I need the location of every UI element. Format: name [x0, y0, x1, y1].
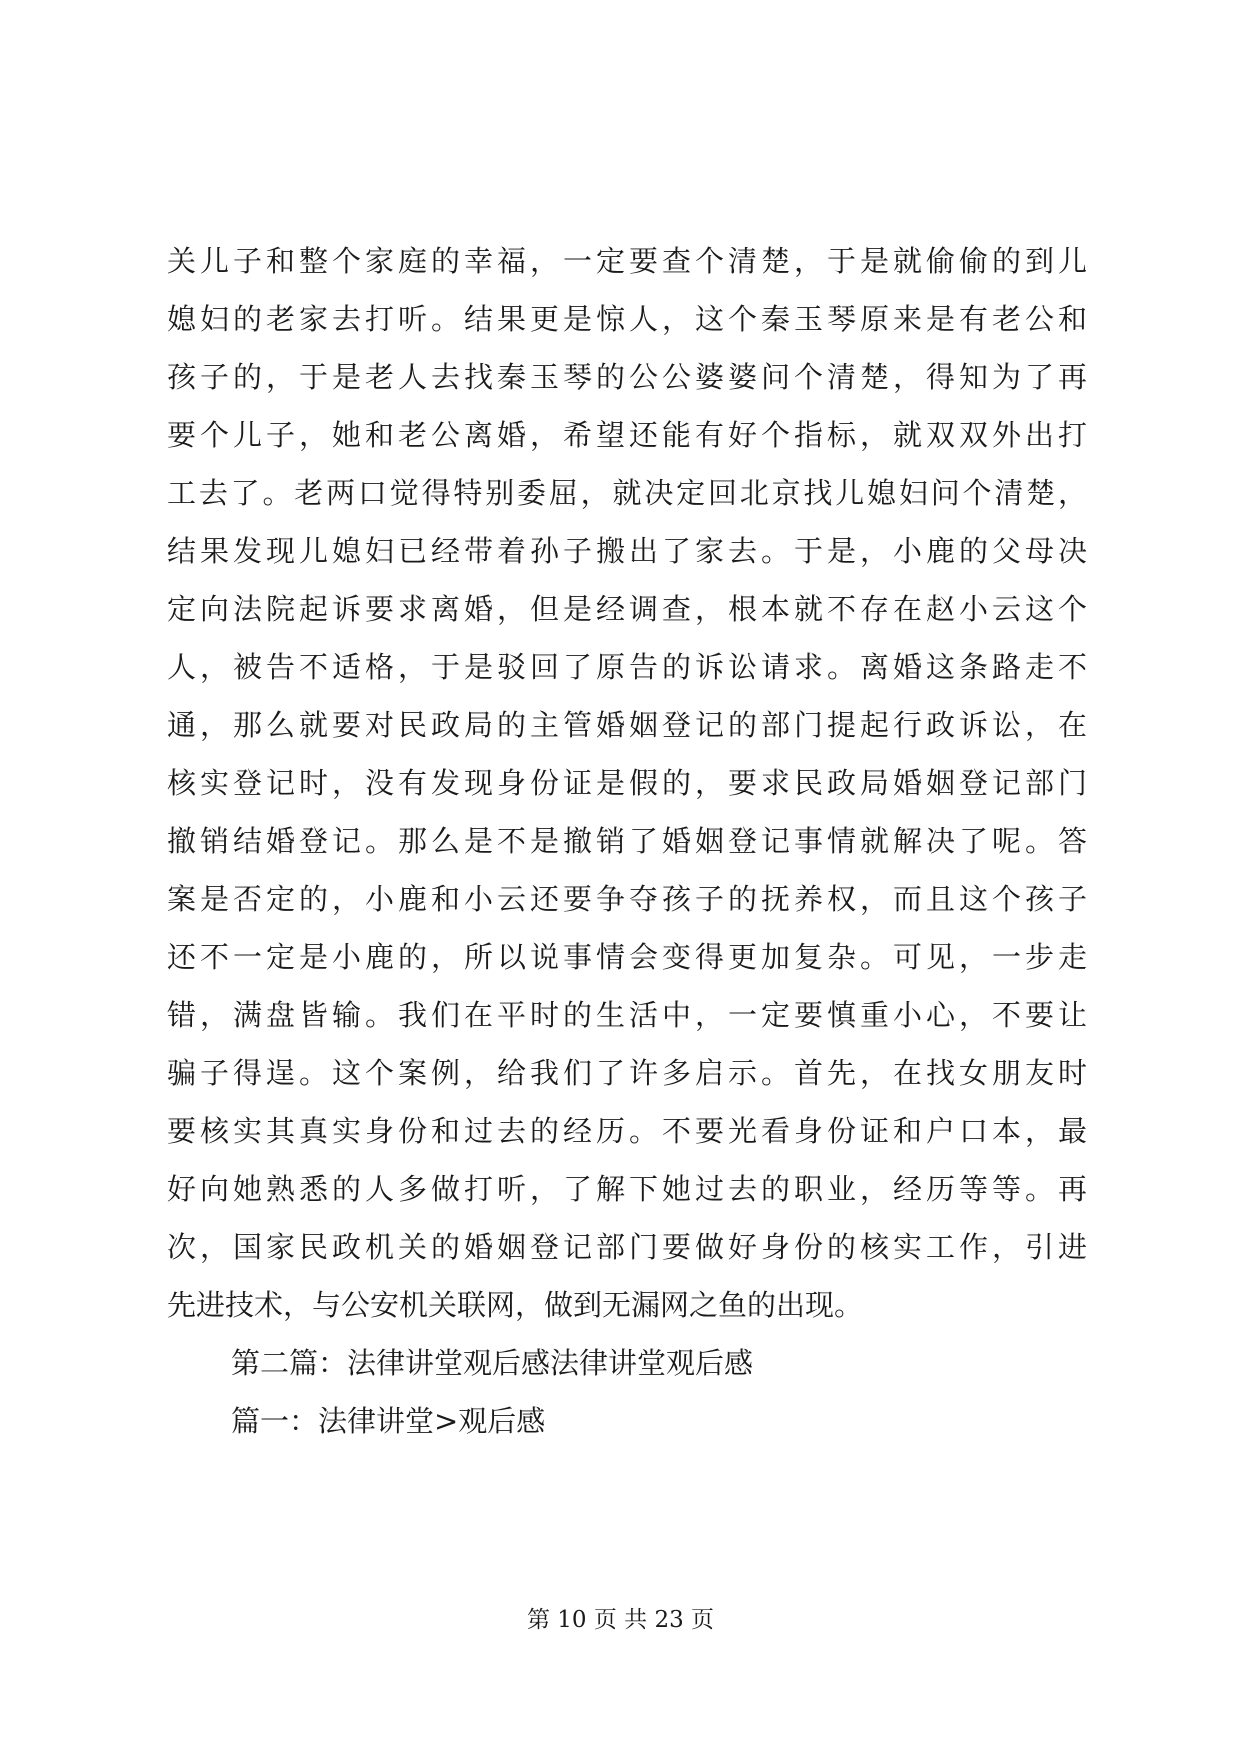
- body-line: 定向法院起诉要求离婚，但是经调查，根本就不存在赵小云这个: [167, 592, 1087, 626]
- page-number-footer: 第 10 页 共 23 页: [526, 1607, 715, 1633]
- body-line: 先进技术，与公安机关联网，做到无漏网之鱼的出现。: [167, 1288, 864, 1322]
- body-line: 要个儿子，她和老公离婚，希望还能有好个指标，就双双外出打: [167, 418, 1087, 452]
- body-line: 结果发现儿媳妇已经带着孙子搬出了家去。于是，小鹿的父母决: [167, 534, 1087, 568]
- body-line: 次，国家民政机关的婚姻登记部门要做好身份的核实工作，引进: [167, 1230, 1087, 1264]
- body-line: 案是否定的，小鹿和小云还要争夺孩子的抚养权，而且这个孩子: [167, 882, 1087, 916]
- body-line: 错，满盘皆输。我们在平时的生活中，一定要慎重小心，不要让: [167, 998, 1087, 1032]
- body-line: 孩子的，于是老人去找秦玉琴的公公婆婆问个清楚，得知为了再: [167, 360, 1087, 394]
- body-line: 好向她熟悉的人多做打听，了解下她过去的职业，经历等等。再: [167, 1172, 1087, 1206]
- body-line: 人，被告不适格，于是驳回了原告的诉讼请求。离婚这条路走不: [167, 650, 1087, 684]
- section-heading-3: 篇一：法律讲堂>观后感: [231, 1404, 546, 1438]
- body-line: 关儿子和整个家庭的幸福，一定要查个清楚，于是就偷偷的到儿: [167, 244, 1087, 278]
- body-line: 骗子得逞。这个案例，给我们了许多启示。首先，在找女朋友时: [167, 1056, 1087, 1090]
- body-line: 通，那么就要对民政局的主管婚姻登记的部门提起行政诉讼，在: [167, 708, 1087, 742]
- body-line: 还不一定是小鹿的，所以说事情会变得更加复杂。可见，一步走: [167, 940, 1087, 974]
- body-line: 撤销结婚登记。那么是不是撤销了婚姻登记事情就解决了呢。答: [167, 824, 1087, 858]
- body-line: 媳妇的老家去打听。结果更是惊人，这个秦玉琴原来是有老公和: [167, 302, 1087, 336]
- body-text: [167, 232, 1087, 1450]
- section-heading-2: 第二篇：法律讲堂观后感法律讲堂观后感: [231, 1346, 754, 1380]
- body-line: 工去了。老两口觉得特别委屈，就决定回北京找儿媳妇问个清楚，: [167, 476, 1087, 510]
- body-line: 要核实其真实身份和过去的经历。不要光看身份证和户口本，最: [167, 1114, 1087, 1148]
- body-line: 核实登记时，没有发现身份证是假的，要求民政局婚姻登记部门: [167, 766, 1087, 800]
